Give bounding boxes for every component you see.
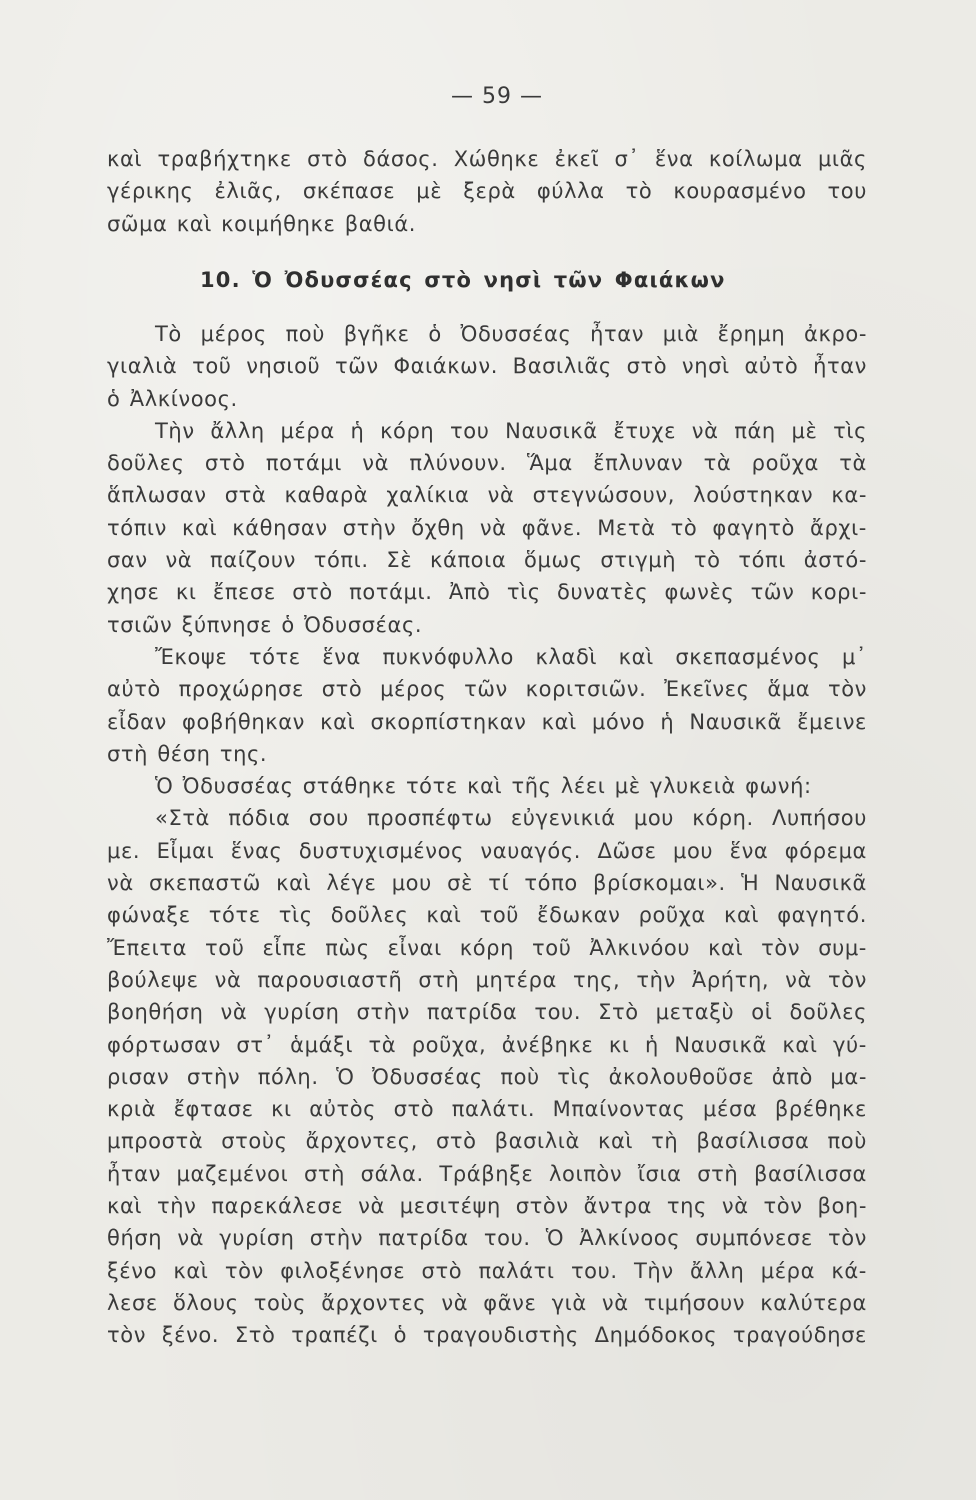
text-line: καὶ τὴν παρεκάλεσε νὰ μεσιτέψη στὸν ἄντρα της νὰ τὸν βοη- bbox=[107, 1194, 867, 1219]
text-line: εἶδαν φοβήθηκαν καὶ σκορπίστηκαν καὶ μόνο ἡ Ναυσικᾶ ἔμεινε bbox=[107, 709, 867, 734]
text-line: τὸν ξένο. Στὸ τραπέζι ὁ τραγουδιστὴς Δημόδοκος τραγούδησε bbox=[107, 1323, 867, 1348]
text-line: Τὸ μέρος ποὺ βγῆκε ὁ Ὀδυσσέας ἦταν μιὰ ἔρημη ἀκρο- bbox=[155, 322, 867, 346]
text-line: γέρικης ἐλιᾶς, σκέπασε μὲ ξερὰ φύλλα τὸ κουρασμένο του bbox=[107, 179, 867, 204]
text-line: Ἔπειτα τοῦ εἶπε πὼς εἶναι κόρη τοῦ Ἀλκινόου καὶ τὸν συμ- bbox=[107, 935, 867, 960]
text-line: τόπιν καὶ κάθησαν στὴν ὄχθη νὰ φᾶνε. Μετὰ τὸ φαγητὸ ἄρχι- bbox=[107, 515, 867, 540]
text-line: χησε κι ἔπεσε στὸ ποτάμι. Ἀπὸ τὶς δυνατὲς φωνὲς τῶν κορι- bbox=[107, 580, 867, 605]
text-line: κριὰ ἔφτασε κι αὐτὸς στὸ παλάτι. Μπαίνοντας μέσα βρέθηκε bbox=[107, 1097, 867, 1122]
text-line: ἅπλωσαν στὰ καθαρὰ χαλίκια νὰ στεγνώσουν, λούστηκαν κα- bbox=[107, 483, 867, 508]
text-line: καὶ τραβήχτηκε στὸ δάσος. Χώθηκε ἐκεῖ σ᾿ ἕνα κοίλωμα μιᾶς bbox=[107, 147, 867, 171]
intro-paragraph bbox=[107, 143, 867, 240]
text-line: σαν νὰ παίζουν τόπι. Σὲ κάποια ὅμως στιγμὴ τὸ τόπι ἀστό- bbox=[107, 548, 867, 573]
text-line: Τὴν ἄλλη μέρα ἡ κόρη του Ναυσικᾶ ἔτυχε νὰ πάη μὲ τὶς bbox=[155, 418, 867, 443]
text-line: ὁ Ἀλκίνοος. bbox=[107, 386, 238, 411]
text-line: γιαλιὰ τοῦ νησιοῦ τῶν Φαιάκων. Βασιλιᾶς στὸ νησὶ αὐτὸ ἦταν bbox=[107, 354, 867, 379]
section-heading: 10. Ὁ Ὀδυσσέας στὸ νησὶ τῶν Φαιάκων bbox=[200, 268, 726, 292]
text-line: νὰ σκεπαστῶ καὶ λέγε μου σὲ τί τόπο βρίσκομαι». Ἡ Ναυσικᾶ bbox=[107, 871, 867, 896]
text-line: λεσε ὅλους τοὺς ἄρχοντες νὰ φᾶνε γιὰ νὰ τιμήσουν καλύτερα bbox=[107, 1290, 867, 1315]
text-line: σῶμα καὶ κοιμήθηκε βαθιά. bbox=[107, 211, 417, 236]
text-line: αὐτὸ προχώρησε στὸ μέρος τῶν κοριτσιῶν. Ἐκεῖνες ἅμα τὸν bbox=[107, 677, 867, 702]
text-line: δοῦλες στὸ ποτάμι νὰ πλύνουν. Ἅμα ἔπλυναν τὰ ροῦχα τὰ bbox=[107, 451, 867, 476]
text-line: φώναξε τότε τὶς δοῦλες καὶ τοῦ ἔδωκαν ροῦχα καὶ φαγητό. bbox=[107, 903, 867, 928]
text-line: ρισαν στὴν πόλη. Ὁ Ὀδυσσέας ποὺ τὶς ἀκολουθοῦσε ἀπὸ μα- bbox=[107, 1064, 867, 1089]
text-line: ξένο καὶ τὸν φιλοξένησε στὸ παλάτι του. Τὴν ἄλλη μέρα κά- bbox=[107, 1258, 867, 1283]
text-line: θήση νὰ γυρίση στὴν πατρίδα του. Ὁ Ἀλκίνοος συμπόνεσε τὸν bbox=[107, 1226, 867, 1251]
text-line: βούλεψε νὰ παρουσιαστῆ στὴ μητέρα της, τὴν Ἀρήτη, νὰ τὸν bbox=[107, 967, 867, 992]
text-line: «Στὰ πόδια σου προσπέφτω εὐγενικιά μου κόρη. Λυπήσου bbox=[155, 806, 867, 831]
text-line: στὴ θέση της. bbox=[107, 741, 268, 766]
page-number: — 59 — bbox=[451, 84, 543, 109]
text-line: Ὁ Ὀδυσσέας στάθηκε τότε καὶ τῆς λέει μὲ γλυκειὰ φωνή: bbox=[155, 774, 812, 799]
section-body bbox=[107, 318, 867, 1352]
text-line: μπροστὰ στοὺς ἄρχοντες, στὸ βασιλιὰ καὶ τὴ βασίλισσα ποὺ bbox=[107, 1129, 867, 1154]
text-line: τσιῶν ξύπνησε ὁ Ὀδυσσέας. bbox=[107, 612, 423, 637]
text-line: βοηθήση νὰ γυρίση στὴν πατρίδα του. Στὸ μεταξὺ οἱ δοῦλες bbox=[107, 1000, 867, 1025]
text-line: ἦταν μαζεμένοι στὴ σάλα. Τράβηξε λοιπὸν ἴσια στὴ βασίλισσα bbox=[107, 1161, 867, 1186]
text-line: φόρτωσαν στ᾿ ἁμάξι τὰ ροῦχα, ἀνέβηκε κι ἡ Ναυσικᾶ καὶ γύ- bbox=[107, 1032, 867, 1057]
text-line: με. Εἶμαι ἕνας δυστυχισμένος ναυαγός. Δῶσε μου ἕνα φόρεμα bbox=[107, 838, 867, 863]
text-line: Ἔκοψε τότε ἕνα πυκνόφυλλο κλαδὶ καὶ σκεπασμένος μ᾿ bbox=[155, 644, 867, 669]
